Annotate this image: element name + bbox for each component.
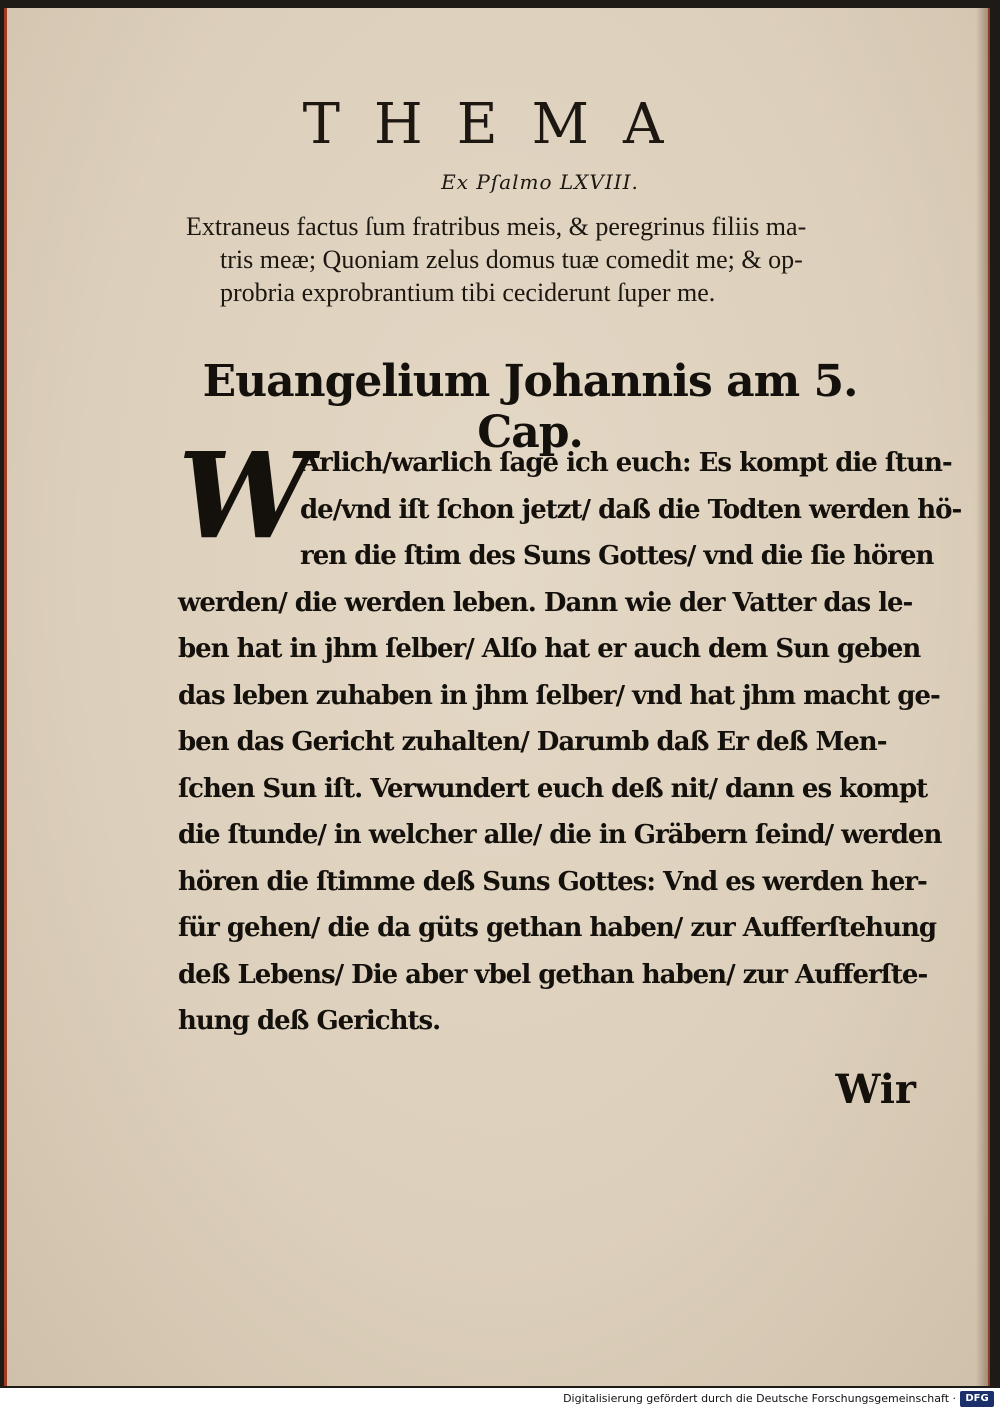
body-line: die ſtunde/ in welcher alle/ die in Gräbern ſeind/ werden — [178, 820, 942, 850]
body-line: ben hat in jhm ſelber/ Alſo hat er auch dem Sun geben — [178, 634, 921, 664]
body-line: für gehen/ die da güts gethan haben/ zur Aufferſtehung — [178, 913, 937, 943]
gospel-body — [178, 426, 962, 1045]
body-line: hören die ſtimme deß Suns Gottes: Vnd es werden her- — [178, 866, 927, 897]
latin-line: Extraneus factus ſum fratribus meis, & peregrinus filiis ma- — [186, 212, 807, 241]
body-line: hung deß Gerichts. — [178, 1006, 441, 1036]
funding-notice: Digitalisierung gefördert durch die Deutsche Forschungsgemeinschaft · — [563, 1392, 956, 1405]
catchword: Wir — [835, 1066, 916, 1113]
latin-verse — [186, 210, 906, 309]
latin-line: tris meæ; Quoniam zelus domus tuæ comedit me; & op- — [220, 245, 803, 274]
decorated-initial: W — [178, 426, 311, 565]
body-line: ren die ſtim des Suns Gottes/ vnd die ſie hören — [300, 541, 934, 571]
body-line: das leben zuhaben in jhm ſelber/ vnd hat jhm macht ge- — [178, 680, 940, 711]
body-line: ben das Gericht zuhalten/ Darumb daß Er deß Men- — [178, 727, 887, 757]
gospel-heading: Euangelium Johannis am 5. Cap. — [202, 356, 858, 458]
body-line: ſchen Sun iſt. Verwundert euch deß nit/ dann es kompt — [178, 773, 928, 804]
page-edge-shadow — [976, 8, 988, 1386]
body-line: de/vnd iſt ſchon jetzt/ daß die Todten werden hö- — [300, 494, 962, 525]
psalm-reference: Ex Pſalmo LXVIII. — [441, 170, 639, 194]
latin-line: probria exprobrantium tibi ceciderunt ſuper me. — [220, 278, 716, 307]
body-line: deß Lebens/ Die aber vbel gethan haben/ zur Aufferſte- — [178, 959, 928, 990]
dfg-logo-icon: DFG — [960, 1391, 994, 1407]
body-line: werden/ die werden leben. Dann wie der Vatter das le- — [178, 587, 913, 618]
page-title: THEMA — [302, 92, 698, 157]
digitization-footer — [0, 1388, 1000, 1412]
body-line: Arlich/warlich ſage ich euch: Es kompt die ſtun- — [300, 448, 952, 478]
